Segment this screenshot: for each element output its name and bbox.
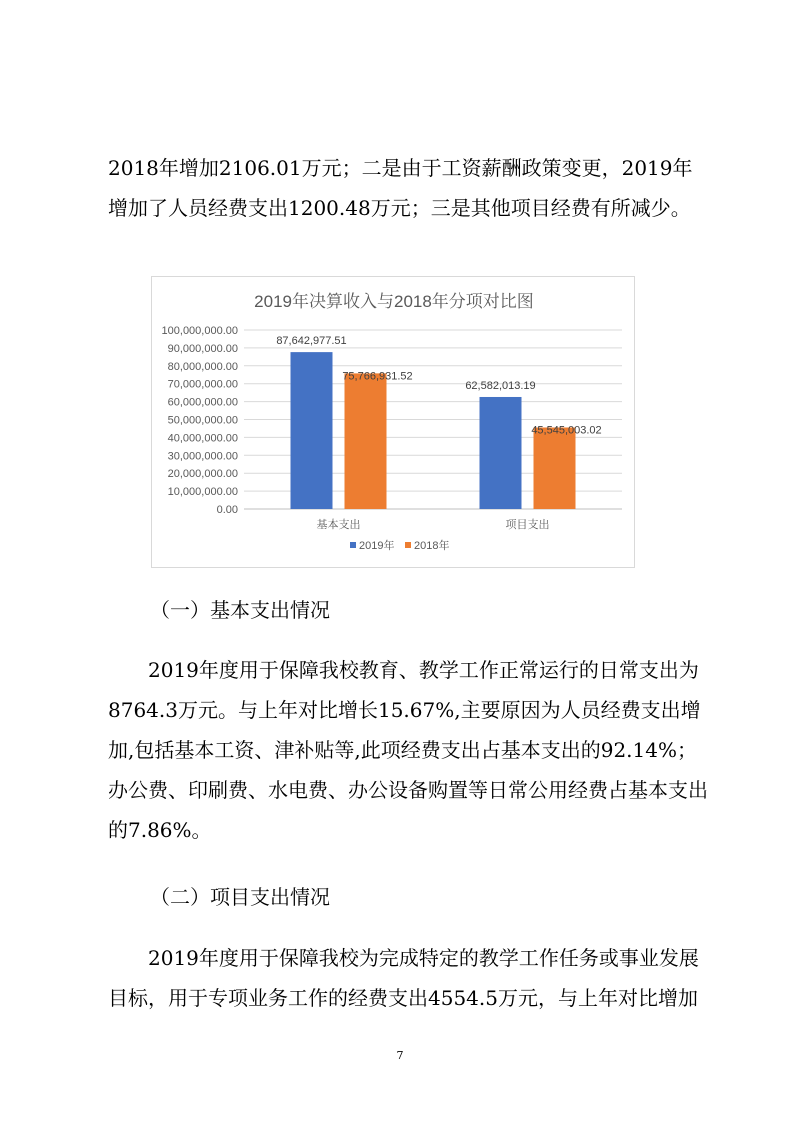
y-tick-label: 60,000,000.00 (167, 396, 238, 409)
data-label: 62,582,013.19 (465, 379, 536, 392)
legend-entry: 2019年 (359, 540, 395, 552)
bar-2019 (480, 397, 522, 509)
chart-canvas (152, 277, 636, 569)
bar-chart (151, 276, 635, 568)
y-tick-label: 40,000,000.00 (167, 432, 238, 445)
paragraph-continuation: 2018年增加2106.01万元；二是由于工资薪酬政策变更，2019年增加了人员经费支出1200.48万元；三是其他项目经费有所减少。 (108, 156, 693, 220)
data-label: 75,766,931.52 (342, 370, 413, 383)
paragraph-project-expenditure: 2019年度用于保障我校为完成特定的教学工作任务或事业发展目标，用于专项业务工作的经费支出4554.5万元，与上年对比增加 (108, 946, 699, 1010)
y-tick-label: 80,000,000.00 (167, 360, 238, 373)
legend-entry: 2018年 (414, 540, 450, 552)
bar-2018 (534, 427, 576, 509)
bar-2019 (291, 352, 333, 509)
y-tick-label: 90,000,000.00 (167, 342, 238, 355)
paragraph-basic-expenditure: 2019年度用于保障我校教育、教学工作正常运行的日常支出为8764.3万元。与上年对比增长15.67%,主要原因为人员经费支出增加,包括基本工资、津补贴等,此项经费支出占基本支出的92.14%；办公费、印刷费、水电费、办公设备购置等日常公用经费占基本支出的7.86%。 (108, 658, 708, 842)
data-label: 45,545,003.02 (531, 424, 602, 437)
y-tick-label: 10,000,000.00 (167, 486, 238, 499)
page-number: 7 (396, 1049, 404, 1062)
y-tick-label: 30,000,000.00 (167, 450, 238, 463)
section-heading-project-expenditure: （二）项目支出情况 (150, 885, 330, 909)
y-tick-label: 70,000,000.00 (167, 378, 238, 391)
data-label: 87,642,977.51 (276, 335, 347, 348)
x-category-label: 项目支出 (505, 519, 550, 531)
x-category-label: 基本支出 (316, 519, 361, 531)
legend-swatch (350, 542, 356, 548)
y-tick-label: 50,000,000.00 (167, 414, 238, 427)
y-tick-label: 0.00 (216, 504, 238, 516)
section-heading-basic-expenditure: （一）基本支出情况 (150, 598, 330, 622)
legend-swatch (405, 542, 411, 548)
y-tick-label: 20,000,000.00 (167, 468, 238, 481)
bar-2018 (345, 373, 387, 509)
y-tick-label: 100,000,000.00 (161, 325, 238, 337)
chart-title: 2019年决算收入与2018年分项对比图 (254, 292, 534, 311)
